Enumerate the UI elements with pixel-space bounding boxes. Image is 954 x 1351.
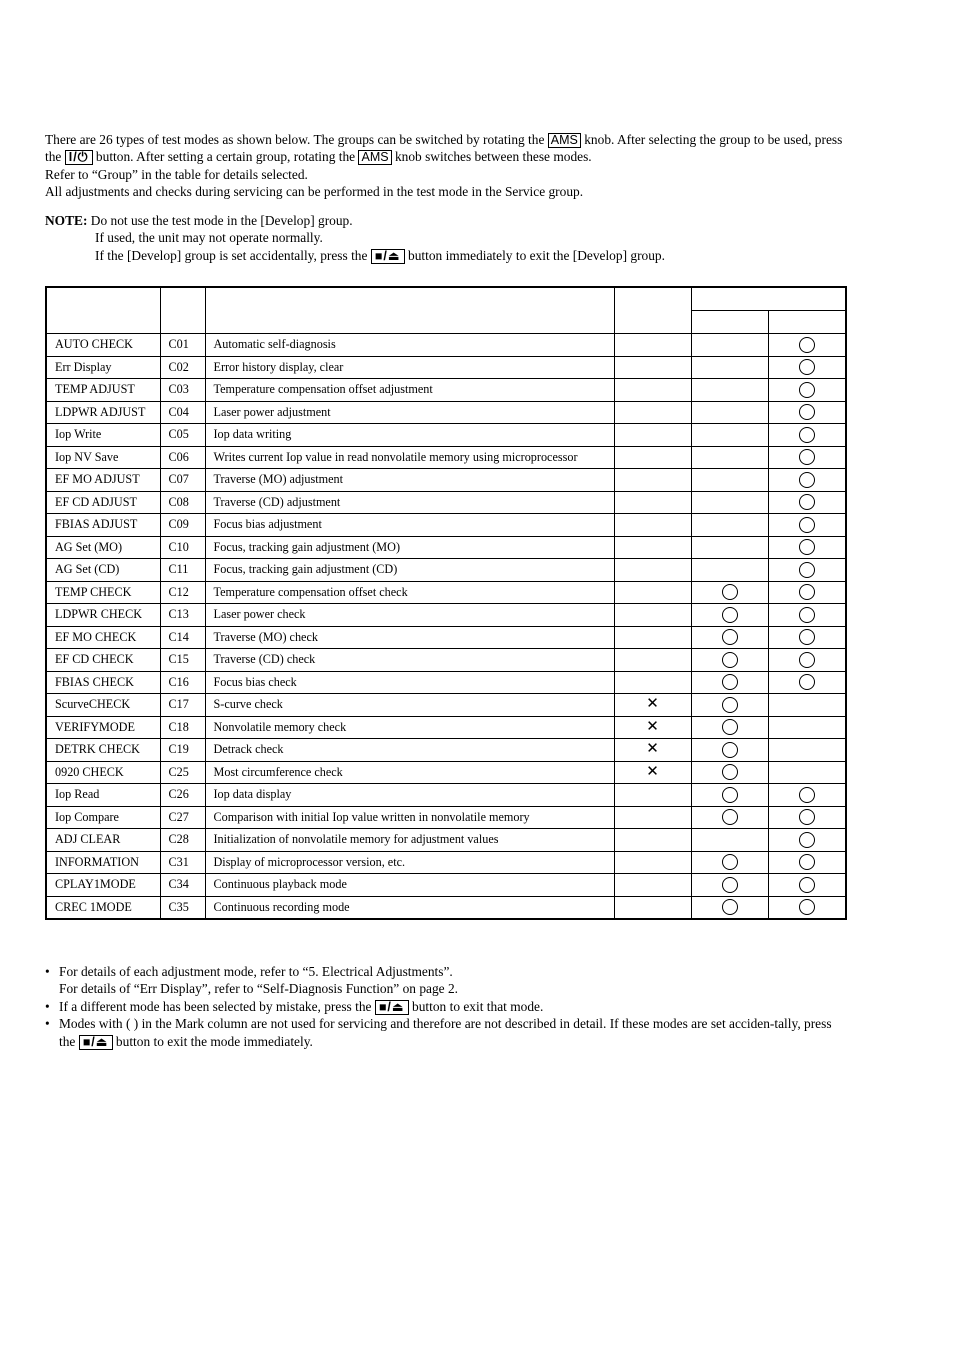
- group-2-cell: [768, 334, 846, 357]
- mark-cell: [614, 671, 691, 694]
- mode-desc-cell: Detrack check: [205, 739, 614, 762]
- mode-desc-cell: Traverse (MO) adjustment: [205, 469, 614, 492]
- table-row: [46, 784, 846, 807]
- mark-cell: [614, 469, 691, 492]
- group-2-cell: [768, 604, 846, 627]
- group-2-cell: [768, 739, 846, 762]
- mode-name-cell: Iop Compare: [46, 806, 160, 829]
- mark-cell: [614, 424, 691, 447]
- table-row: [46, 896, 846, 919]
- circle-mark-icon: [799, 359, 815, 375]
- mode-name-cell: FBIAS ADJUST: [46, 514, 160, 537]
- mode-desc-cell: Focus bias adjustment: [205, 514, 614, 537]
- mode-name-cell: EF MO ADJUST: [46, 469, 160, 492]
- group-1-cell: [691, 694, 768, 717]
- header-cell-desc: [205, 287, 614, 334]
- circle-mark-icon: [799, 562, 815, 578]
- group-2-cell: [768, 649, 846, 672]
- circle-mark-icon: [799, 809, 815, 825]
- group-1-cell: [691, 446, 768, 469]
- mode-code-cell: C35: [160, 896, 205, 919]
- stop-eject-key-label-3: ■/⏏: [79, 1035, 113, 1050]
- mode-name-cell: ADJ CLEAR: [46, 829, 160, 852]
- group-2-cell: [768, 379, 846, 402]
- table-row: [46, 356, 846, 379]
- group-1-cell: [691, 604, 768, 627]
- mark-cell: [614, 401, 691, 424]
- note-line3: [45, 247, 855, 264]
- intro-line2: Refer to “Group” in the table for details selected.: [45, 166, 308, 182]
- mode-desc-cell: Continuous recording mode: [205, 896, 614, 919]
- mode-code-cell: C10: [160, 536, 205, 559]
- table-row: [46, 851, 846, 874]
- mode-desc-cell: Error history display, clear: [205, 356, 614, 379]
- circle-mark-icon: [722, 854, 738, 870]
- table-row: [46, 626, 846, 649]
- circle-mark-icon: [722, 899, 738, 915]
- mode-name-cell: Err Display: [46, 356, 160, 379]
- group-1-cell: [691, 761, 768, 784]
- footer-b1-line1: For details of each adjustment mode, refer to “5. Electrical Adjustments”.: [59, 964, 453, 979]
- table-row: [46, 469, 846, 492]
- circle-mark-icon: [799, 652, 815, 668]
- mode-code-cell: C25: [160, 761, 205, 784]
- table-row: [46, 514, 846, 537]
- circle-mark-icon: [722, 809, 738, 825]
- group-2-cell: [768, 536, 846, 559]
- ams-key-label: AMS: [548, 133, 581, 148]
- mark-cell: [614, 806, 691, 829]
- footer-b3-a: Modes with ( ) in the Mark column are not used for servicing and therefore are not described in detail. If these modes are set acciden-tally, press the: [59, 1016, 832, 1049]
- mode-name-cell: CREC 1MODE: [46, 896, 160, 919]
- mode-name-cell: LDPWR ADJUST: [46, 401, 160, 424]
- cross-mark-icon: ✕: [646, 741, 659, 758]
- group-2-cell: [768, 896, 846, 919]
- note-line3-b: button immediately to exit the [Develop] group.: [408, 247, 665, 263]
- note-line3-a: If the [Develop] group is set accidentally, press the: [95, 247, 368, 263]
- footer-bullet-2: [45, 998, 850, 1015]
- footer-b2-a: If a different mode has been selected by mistake, press the: [59, 998, 372, 1014]
- mode-code-cell: C05: [160, 424, 205, 447]
- group-1-cell: [691, 739, 768, 762]
- table-row: [46, 424, 846, 447]
- mark-cell: [614, 581, 691, 604]
- group-2-cell: [768, 851, 846, 874]
- circle-mark-icon: [722, 584, 738, 600]
- mode-code-cell: C17: [160, 694, 205, 717]
- mode-name-cell: INFORMATION: [46, 851, 160, 874]
- mark-cell: [614, 874, 691, 897]
- group-2-cell: [768, 784, 846, 807]
- mode-name-cell: AG Set (MO): [46, 536, 160, 559]
- mode-code-cell: C13: [160, 604, 205, 627]
- group-2-cell: [768, 626, 846, 649]
- table-row: [46, 739, 846, 762]
- circle-mark-icon: [799, 449, 815, 465]
- circle-mark-icon: [799, 629, 815, 645]
- circle-mark-icon: [799, 787, 815, 803]
- mode-code-cell: C07: [160, 469, 205, 492]
- table-row: [46, 334, 846, 357]
- table-row: [46, 716, 846, 739]
- circle-mark-icon: [722, 674, 738, 690]
- mode-name-cell: EF CD ADJUST: [46, 491, 160, 514]
- circle-mark-icon: [799, 674, 815, 690]
- mark-cell: [614, 446, 691, 469]
- mode-code-cell: C09: [160, 514, 205, 537]
- circle-mark-icon: [799, 607, 815, 623]
- circle-mark-icon: [799, 899, 815, 915]
- group-1-cell: [691, 356, 768, 379]
- group-2-cell: [768, 694, 846, 717]
- cross-mark-icon: ✕: [646, 696, 659, 713]
- table-row: [46, 536, 846, 559]
- mark-cell: [614, 626, 691, 649]
- mode-code-cell: C15: [160, 649, 205, 672]
- circle-mark-icon: [799, 427, 815, 443]
- table-row: [46, 671, 846, 694]
- mode-code-cell: C31: [160, 851, 205, 874]
- group-2-cell: [768, 581, 846, 604]
- mode-name-cell: 0920 CHECK: [46, 761, 160, 784]
- mark-cell: [614, 896, 691, 919]
- group-1-cell: [691, 334, 768, 357]
- table-row: [46, 761, 846, 784]
- group-1-cell: [691, 559, 768, 582]
- circle-mark-icon: [799, 877, 815, 893]
- group-1-cell: [691, 806, 768, 829]
- mark-cell: [614, 536, 691, 559]
- group-1-cell: [691, 784, 768, 807]
- mode-desc-cell: Temperature compensation offset adjustment: [205, 379, 614, 402]
- circle-mark-icon: [799, 337, 815, 353]
- group-1-cell: [691, 829, 768, 852]
- mode-desc-cell: Temperature compensation offset check: [205, 581, 614, 604]
- mode-desc-cell: Nonvolatile memory check: [205, 716, 614, 739]
- mode-desc-cell: Focus, tracking gain adjustment (MO): [205, 536, 614, 559]
- mode-desc-cell: Display of microprocessor version, etc.: [205, 851, 614, 874]
- mark-cell: [614, 829, 691, 852]
- group-2-cell: [768, 446, 846, 469]
- power-key-label: I/⏻: [65, 150, 93, 165]
- group-1-cell: [691, 896, 768, 919]
- mode-code-cell: C03: [160, 379, 205, 402]
- circle-mark-icon: [799, 539, 815, 555]
- intro-line1-c: button. After setting a certain group, rotating the: [95, 149, 356, 165]
- stop-eject-key-label: ■/⏏: [371, 249, 405, 264]
- group-1-cell: [691, 491, 768, 514]
- table-row: [46, 559, 846, 582]
- mode-code-cell: C12: [160, 581, 205, 604]
- note-line1: Do not use the test mode in the [Develop] group.: [90, 213, 353, 228]
- cross-mark-icon: ✕: [646, 718, 659, 735]
- mode-code-cell: C04: [160, 401, 205, 424]
- mode-name-cell: EF CD CHECK: [46, 649, 160, 672]
- mode-name-cell: TEMP CHECK: [46, 581, 160, 604]
- group-2-cell: [768, 716, 846, 739]
- table-row: [46, 604, 846, 627]
- intro-line3: All adjustments and checks during servicing can be performed in the test mode in the Service group.: [45, 184, 584, 200]
- mode-code-cell: C19: [160, 739, 205, 762]
- mode-name-cell: Iop NV Save: [46, 446, 160, 469]
- mode-desc-cell: Comparison with initial Iop value written in nonvolatile memory: [205, 806, 614, 829]
- mark-cell: [614, 851, 691, 874]
- table-row: [46, 491, 846, 514]
- circle-mark-icon: [722, 877, 738, 893]
- stop-eject-key-label-2: ■/⏏: [375, 1000, 409, 1015]
- group-1-cell: [691, 716, 768, 739]
- mark-cell: [614, 334, 691, 357]
- mode-desc-cell: Writes current Iop value in read nonvolatile memory using microprocessor: [205, 446, 614, 469]
- table-row: [46, 806, 846, 829]
- mode-desc-cell: Laser power check: [205, 604, 614, 627]
- circle-mark-icon: [799, 494, 815, 510]
- ams-key-label-2: AMS: [358, 150, 391, 165]
- mode-name-cell: CPLAY1MODE: [46, 874, 160, 897]
- circle-mark-icon: [722, 764, 738, 780]
- group-2-cell: [768, 491, 846, 514]
- table-row: [46, 649, 846, 672]
- group-1-cell: [691, 469, 768, 492]
- circle-mark-icon: [722, 787, 738, 803]
- mode-code-cell: C08: [160, 491, 205, 514]
- group-1-cell: [691, 626, 768, 649]
- header-cell-group-1: [691, 311, 768, 334]
- mode-desc-cell: Traverse (CD) check: [205, 649, 614, 672]
- circle-mark-icon: [722, 697, 738, 713]
- group-2-cell: [768, 671, 846, 694]
- mode-code-cell: C14: [160, 626, 205, 649]
- mode-desc-cell: Automatic self-diagnosis: [205, 334, 614, 357]
- header-cell-code: [160, 287, 205, 334]
- footer-b3-b: button to exit the mode immediately.: [115, 1033, 313, 1049]
- circle-mark-icon: [722, 607, 738, 623]
- mode-code-cell: C16: [160, 671, 205, 694]
- mode-code-cell: C02: [160, 356, 205, 379]
- group-2-cell: [768, 559, 846, 582]
- group-1-cell: [691, 671, 768, 694]
- mark-cell: [614, 379, 691, 402]
- note-block: [45, 212, 855, 264]
- group-1-cell: [691, 536, 768, 559]
- group-2-cell: [768, 806, 846, 829]
- mode-code-cell: C11: [160, 559, 205, 582]
- table-row: [46, 446, 846, 469]
- group-2-cell: [768, 469, 846, 492]
- mode-name-cell: ScurveCHECK: [46, 694, 160, 717]
- mode-name-cell: EF MO CHECK: [46, 626, 160, 649]
- circle-mark-icon: [799, 472, 815, 488]
- intro-paragraph: [45, 131, 850, 166]
- mode-name-cell: Iop Write: [46, 424, 160, 447]
- footer-b2-b: button to exit that mode.: [412, 998, 544, 1014]
- intro-text: [45, 131, 850, 201]
- circle-mark-icon: [799, 584, 815, 600]
- mode-code-cell: C26: [160, 784, 205, 807]
- table-row: [46, 379, 846, 402]
- group-2-cell: [768, 401, 846, 424]
- footer-bullet-3: [45, 1015, 850, 1050]
- mark-cell: [614, 559, 691, 582]
- mode-desc-cell: Continuous playback mode: [205, 874, 614, 897]
- intro-line1-d: knob switches between these modes.: [394, 149, 592, 165]
- mark-cell: [614, 739, 691, 762]
- group-1-cell: [691, 424, 768, 447]
- group-1-cell: [691, 874, 768, 897]
- mode-name-cell: AG Set (CD): [46, 559, 160, 582]
- mode-code-cell: C34: [160, 874, 205, 897]
- mark-cell: [614, 761, 691, 784]
- group-2-cell: [768, 829, 846, 852]
- mark-cell: [614, 604, 691, 627]
- intro-line1-b: knob. After selecting the group to be used, press the: [45, 132, 843, 165]
- group-2-cell: [768, 356, 846, 379]
- mode-name-cell: TEMP ADJUST: [46, 379, 160, 402]
- mode-name-cell: VERIFYMODE: [46, 716, 160, 739]
- mode-desc-cell: Laser power adjustment: [205, 401, 614, 424]
- mode-desc-cell: Traverse (MO) check: [205, 626, 614, 649]
- mark-cell: [614, 356, 691, 379]
- mode-name-cell: DETRK CHECK: [46, 739, 160, 762]
- mark-cell: [614, 514, 691, 537]
- mode-code-cell: C27: [160, 806, 205, 829]
- mark-cell: [614, 649, 691, 672]
- mark-cell: [614, 694, 691, 717]
- table-row: [46, 694, 846, 717]
- circle-mark-icon: [799, 382, 815, 398]
- note-line2: If used, the unit may not operate normally.: [95, 230, 323, 246]
- footer-b1-line2: For details of “Err Display”, refer to “Self-Diagnosis Function” on page 2.: [59, 981, 459, 997]
- table-row: [46, 581, 846, 604]
- mode-name-cell: FBIAS CHECK: [46, 671, 160, 694]
- circle-mark-icon: [722, 742, 738, 758]
- circle-mark-icon: [722, 652, 738, 668]
- mode-desc-cell: Iop data writing: [205, 424, 614, 447]
- group-1-cell: [691, 581, 768, 604]
- group-1-cell: [691, 514, 768, 537]
- group-1-cell: [691, 401, 768, 424]
- circle-mark-icon: [799, 854, 815, 870]
- mode-code-cell: C28: [160, 829, 205, 852]
- mode-code-cell: C06: [160, 446, 205, 469]
- mode-name-cell: LDPWR CHECK: [46, 604, 160, 627]
- header-cell-mark: [614, 287, 691, 334]
- circle-mark-icon: [799, 404, 815, 420]
- group-1-cell: [691, 379, 768, 402]
- circle-mark-icon: [799, 517, 815, 533]
- note-label: NOTE:: [45, 213, 88, 228]
- mode-code-cell: C18: [160, 716, 205, 739]
- mode-name-cell: AUTO CHECK: [46, 334, 160, 357]
- group-2-cell: [768, 514, 846, 537]
- mode-name-cell: Iop Read: [46, 784, 160, 807]
- mark-cell: [614, 491, 691, 514]
- footer-notes: [45, 963, 850, 1050]
- test-mode-table: [45, 286, 847, 920]
- mode-desc-cell: Iop data display: [205, 784, 614, 807]
- mode-desc-cell: Traverse (CD) adjustment: [205, 491, 614, 514]
- table-header-row: [46, 287, 846, 311]
- table-row: [46, 401, 846, 424]
- circle-mark-icon: [722, 719, 738, 735]
- header-cell-group: [691, 287, 846, 311]
- cross-mark-icon: ✕: [646, 763, 659, 780]
- header-cell-group-2: [768, 311, 846, 334]
- mode-desc-cell: Most circumference check: [205, 761, 614, 784]
- table-row: [46, 829, 846, 852]
- mode-code-cell: C01: [160, 334, 205, 357]
- circle-mark-icon: [722, 629, 738, 645]
- mode-desc-cell: Initialization of nonvolatile memory for adjustment values: [205, 829, 614, 852]
- header-cell-name: [46, 287, 160, 334]
- circle-mark-icon: [799, 832, 815, 848]
- table-row: [46, 874, 846, 897]
- mode-desc-cell: Focus, tracking gain adjustment (CD): [205, 559, 614, 582]
- group-2-cell: [768, 761, 846, 784]
- mark-cell: [614, 716, 691, 739]
- mark-cell: [614, 784, 691, 807]
- group-1-cell: [691, 851, 768, 874]
- group-2-cell: [768, 874, 846, 897]
- group-1-cell: [691, 649, 768, 672]
- table-body: [46, 287, 846, 919]
- intro-line1-a: There are 26 types of test modes as shown below. The groups can be switched by rotating the: [45, 132, 545, 147]
- mode-desc-cell: Focus bias check: [205, 671, 614, 694]
- group-2-cell: [768, 424, 846, 447]
- mode-desc-cell: S-curve check: [205, 694, 614, 717]
- footer-bullet-1: [45, 963, 850, 998]
